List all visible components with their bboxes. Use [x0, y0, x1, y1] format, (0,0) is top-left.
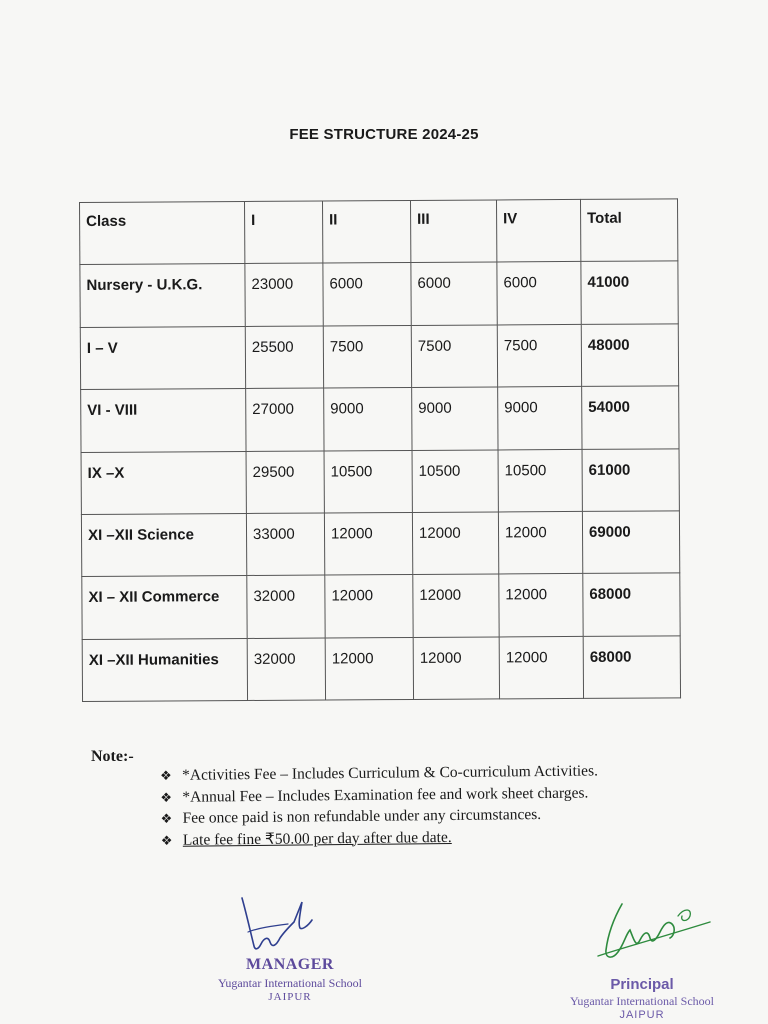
row-total: 69000 — [582, 511, 679, 574]
row-installment-1: 27000 — [246, 388, 324, 451]
principal-school: Yugantar International School — [570, 994, 714, 1008]
principal-city: JAIPUR — [619, 1009, 665, 1021]
header-class: Class — [80, 201, 245, 264]
row-class: XI –XII Science — [81, 513, 246, 576]
row-installment-2: 7500 — [323, 325, 411, 388]
page-title: FEE STRUCTURE 2024-25 — [289, 126, 479, 143]
diamond-bullet-icon: ❖ — [160, 832, 173, 848]
row-installment-4: 12000 — [499, 636, 583, 699]
row-installment-2: 6000 — [323, 263, 411, 326]
row-installment-1: 33000 — [246, 513, 324, 576]
manager-stamp — [200, 956, 380, 1003]
manager-title: MANAGER — [246, 956, 334, 973]
diamond-bullet-icon: ❖ — [160, 810, 173, 826]
row-total: 68000 — [583, 573, 680, 636]
principal-signature-icon — [592, 900, 716, 970]
row-installment-3: 6000 — [411, 262, 497, 325]
row-installment-3: 9000 — [412, 387, 498, 450]
table-row — [82, 635, 680, 701]
row-installment-2: 9000 — [324, 388, 412, 451]
row-total: 61000 — [582, 448, 679, 511]
row-installment-4: 7500 — [497, 324, 581, 387]
table-row — [81, 511, 679, 577]
header-installment-4: IV — [496, 199, 580, 262]
notes-list — [160, 760, 599, 851]
row-installment-1: 23000 — [245, 263, 323, 326]
manager-city: JAIPUR — [268, 991, 312, 1003]
notes-heading: Note:- — [91, 748, 134, 765]
note-text: *Annual Fee – Includes Examination fee and work sheet charges. — [182, 784, 589, 806]
principal-stamp — [550, 976, 734, 1021]
note-item — [161, 825, 599, 851]
row-installment-2: 12000 — [325, 575, 413, 638]
row-installment-1: 32000 — [247, 638, 325, 701]
row-installment-4: 10500 — [498, 449, 582, 512]
row-installment-2: 12000 — [325, 637, 413, 700]
row-installment-3: 12000 — [412, 512, 498, 575]
header-installment-3: III — [410, 200, 496, 263]
table-row — [81, 386, 679, 452]
note-text: *Activities Fee – Includes Curriculum & Co-curriculum Activities. — [182, 762, 599, 784]
row-installment-2: 10500 — [324, 450, 412, 513]
row-installment-4: 12000 — [498, 511, 582, 574]
row-class: XI – XII Commerce — [82, 576, 247, 639]
note-item — [160, 803, 598, 829]
row-installment-4: 12000 — [499, 574, 583, 637]
row-installment-4: 9000 — [498, 387, 582, 450]
row-total: 48000 — [581, 324, 678, 387]
row-installment-3: 7500 — [411, 325, 497, 388]
row-class: XI –XII Humanities — [82, 638, 247, 701]
diamond-bullet-icon: ❖ — [160, 767, 172, 783]
row-installment-3: 12000 — [413, 637, 499, 700]
row-installment-3: 10500 — [412, 449, 498, 512]
manager-school: Yugantar International School — [218, 976, 362, 990]
header-installment-1: I — [244, 201, 322, 264]
diamond-bullet-icon: ❖ — [160, 789, 173, 805]
table-row — [80, 324, 678, 390]
header-installment-2: II — [322, 200, 410, 263]
note-text: Fee once paid is non refundable under any circumstances. — [182, 806, 542, 827]
row-total: 68000 — [583, 635, 680, 698]
manager-signature-icon — [228, 892, 318, 956]
table-header-row — [80, 199, 678, 265]
row-total: 41000 — [581, 261, 678, 324]
row-installment-1: 29500 — [246, 451, 324, 514]
table-row — [80, 261, 678, 327]
row-class: Nursery - U.K.G. — [80, 264, 245, 327]
row-class: VI - VIII — [81, 389, 246, 452]
fee-table — [79, 198, 681, 702]
note-text-late-fee: Late fee fine ₹50.00 per day after due date. — [182, 828, 452, 849]
table-row — [81, 448, 679, 514]
row-installment-1: 25500 — [245, 326, 323, 389]
row-installment-1: 32000 — [247, 575, 325, 638]
table-row — [82, 573, 680, 639]
row-class: IX –X — [81, 451, 246, 514]
header-total: Total — [580, 199, 677, 262]
row-class: I – V — [80, 326, 245, 389]
row-total: 54000 — [582, 386, 679, 449]
row-installment-4: 6000 — [497, 262, 581, 325]
row-installment-2: 12000 — [324, 512, 412, 575]
principal-title: Principal — [610, 976, 674, 993]
row-installment-3: 12000 — [413, 574, 499, 637]
